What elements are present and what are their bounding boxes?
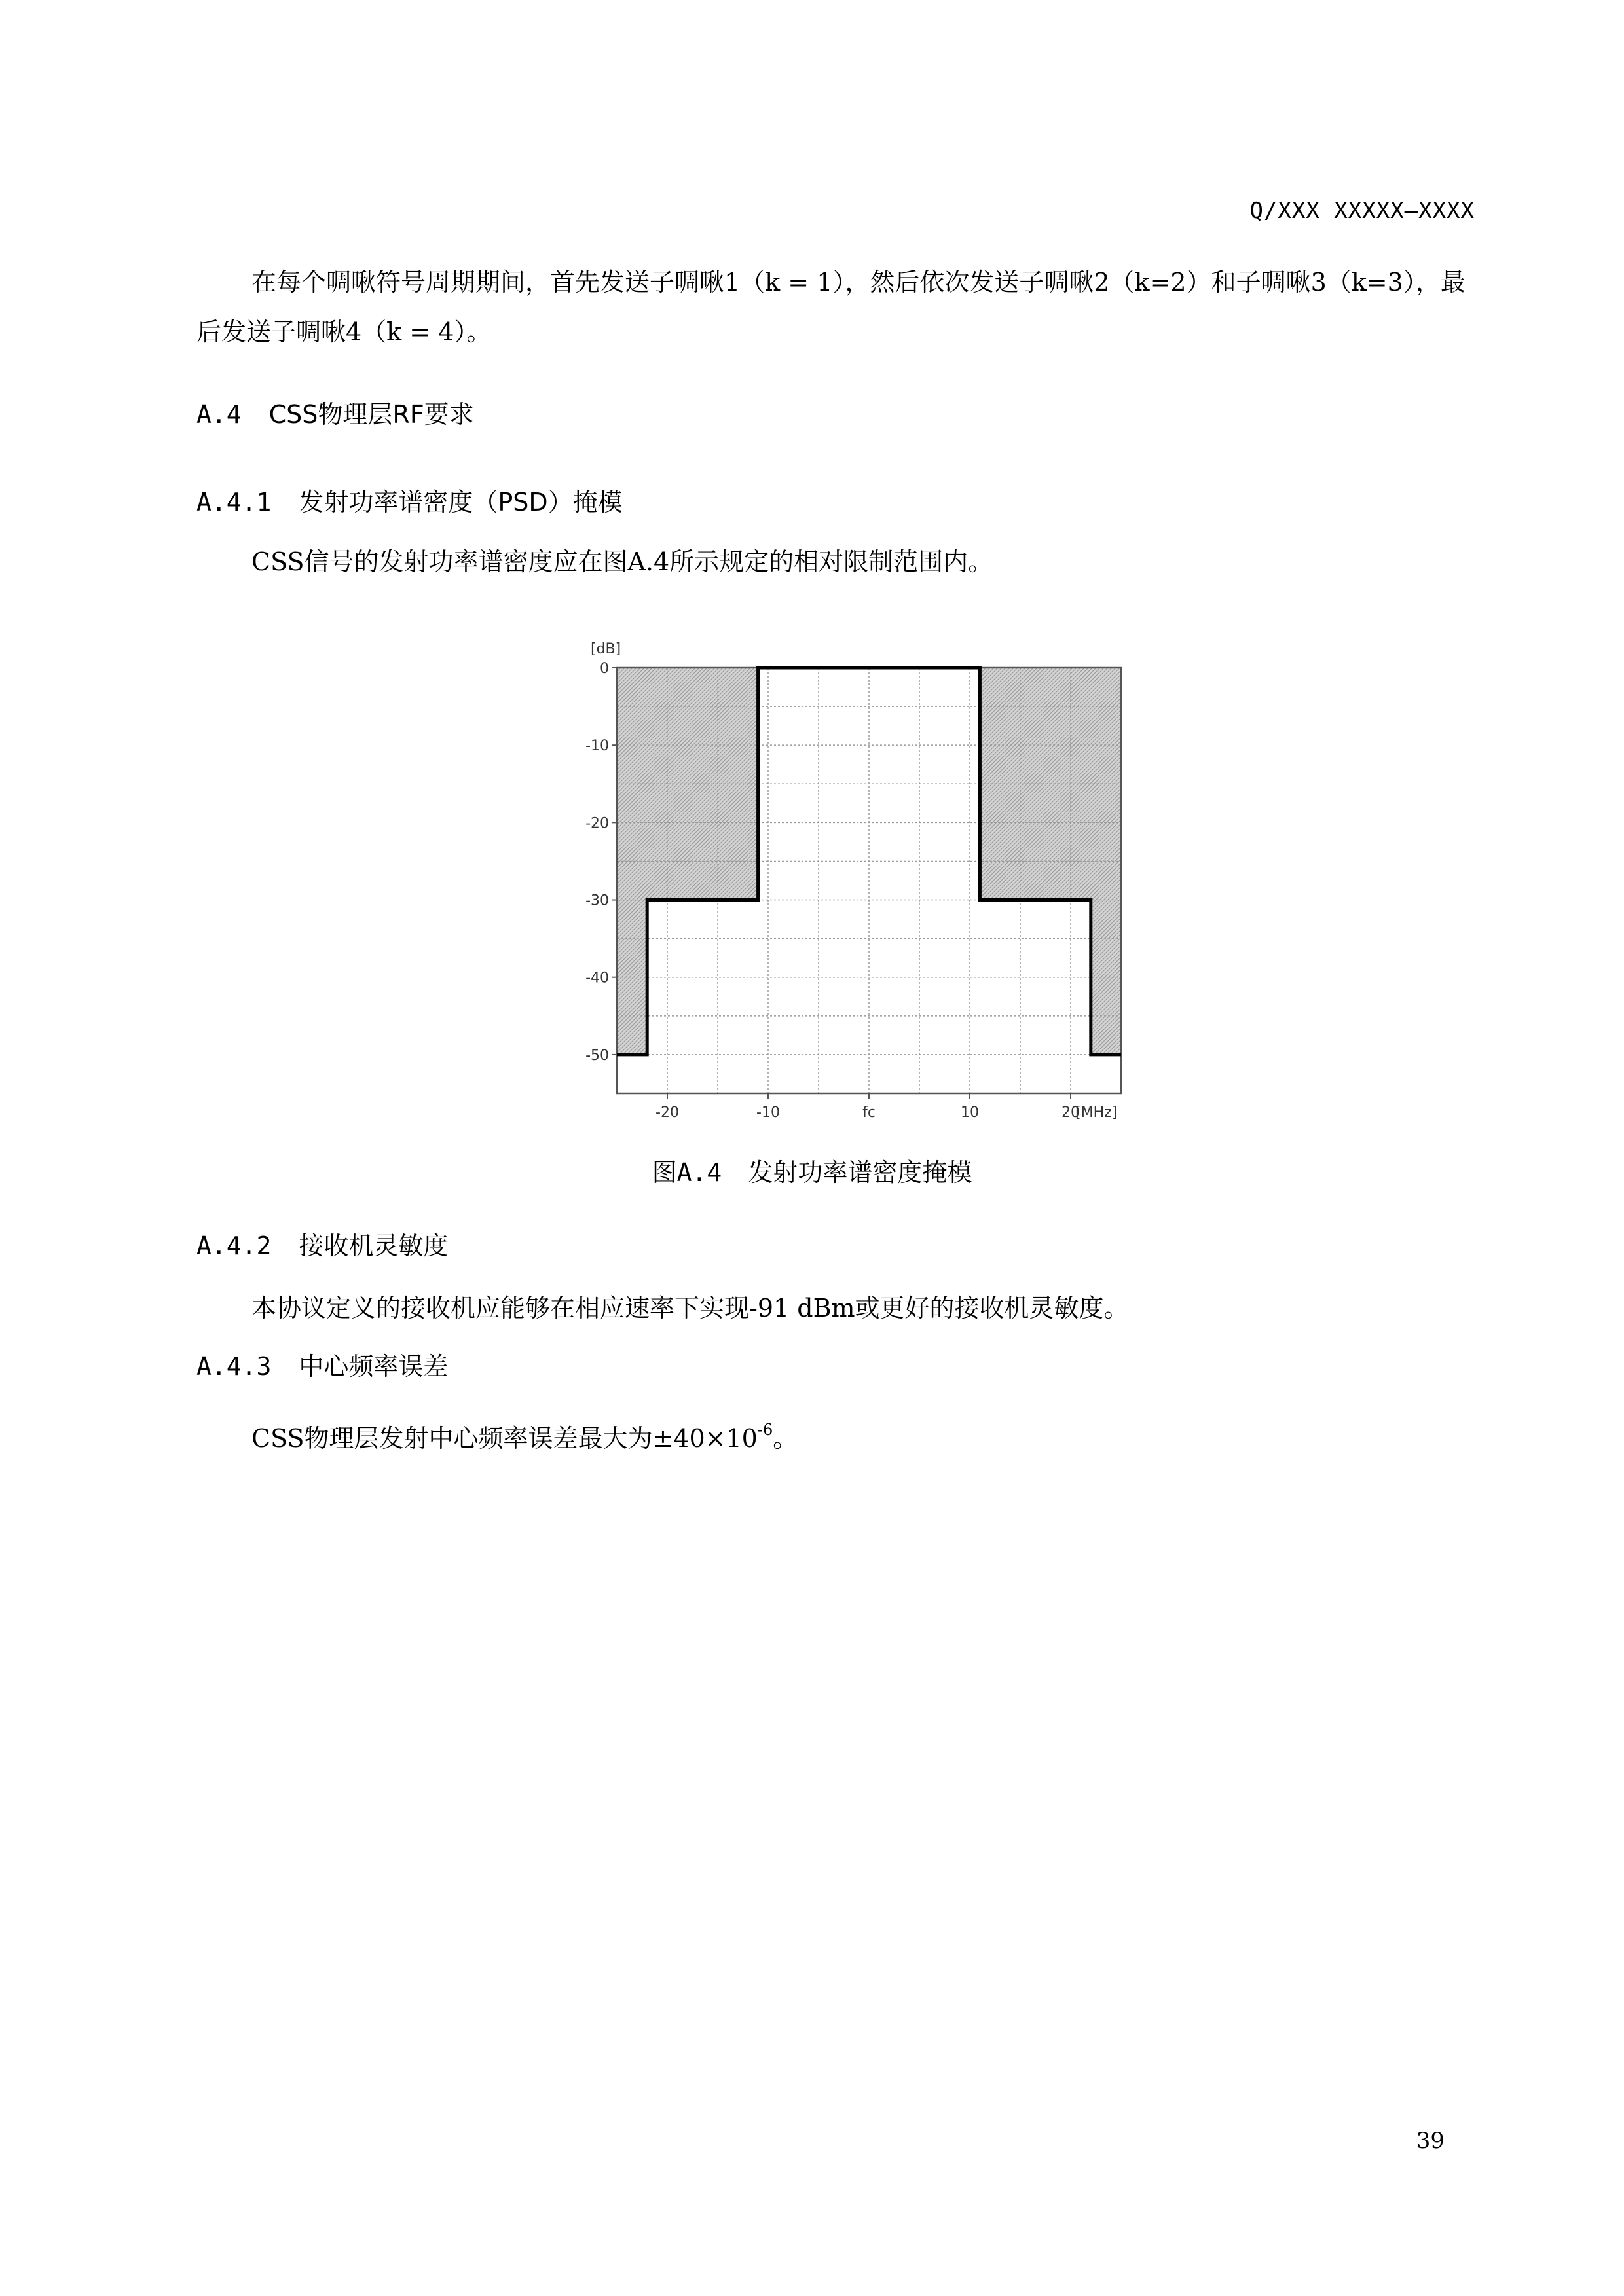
section-title: 中心频率误差 xyxy=(299,1352,449,1381)
intro-paragraph: 在每个啁啾符号周期期间，首先发送子啁啾1（k = 1），然后依次发送子啁啾2（k=2）和子啁啾3（k=3），最后发送子啁啾4（k = 4）。 xyxy=(196,268,1466,346)
section-heading-a42 xyxy=(196,1226,448,1262)
figure-number: 图A.4 xyxy=(652,1158,722,1187)
y-tick-label: 0 xyxy=(600,661,609,677)
document-number: Q/XXX XXXXX—XXXX xyxy=(1249,198,1475,224)
section-a43-body xyxy=(251,1405,798,1463)
y-tick-label: -20 xyxy=(585,815,609,832)
section-number: A.4.3 xyxy=(196,1352,272,1381)
page-number: 39 xyxy=(1416,2128,1445,2154)
figure-caption xyxy=(0,1152,1624,1188)
section-heading-a4 xyxy=(196,394,474,430)
exponent: -6 xyxy=(757,1421,773,1439)
section-title: CSS物理层RF要求 xyxy=(268,400,474,429)
x-axis-unit-label: [MHz] xyxy=(1075,1104,1118,1121)
figure-title: 发射功率谱密度掩模 xyxy=(748,1158,972,1187)
section-a41-body: CSS信号的发射功率谱密度应在图A.4所示规定的相对限制范围内。 xyxy=(251,547,993,576)
section-title: 发射功率谱密度（PSD）掩模 xyxy=(299,488,623,517)
psd-mask-chart xyxy=(570,629,1159,1126)
body-text: CSS物理层发射中心频率误差最大为±40×10 xyxy=(251,1424,758,1453)
x-tick-label: -20 xyxy=(655,1104,679,1121)
section-heading-a43 xyxy=(196,1346,448,1382)
section-number: A.4.2 xyxy=(196,1231,272,1260)
x-tick-label: -10 xyxy=(756,1104,780,1121)
x-tick-label: 20 xyxy=(1061,1104,1080,1121)
y-tick-label: -10 xyxy=(585,738,609,755)
section-a42-body: 本协议定义的接收机应能够在相应速率下实现-91 dBm或更好的接收机灵敏度。 xyxy=(251,1294,1129,1322)
body-suffix: 。 xyxy=(773,1424,798,1453)
y-axis-unit-label: [dB] xyxy=(591,641,621,657)
y-tick-label: -50 xyxy=(585,1047,609,1064)
y-tick-label: -40 xyxy=(585,970,609,987)
y-tick-label: -30 xyxy=(585,892,609,909)
x-tick-label: 10 xyxy=(961,1104,979,1121)
section-number: A.4.1 xyxy=(196,488,272,517)
x-tick-label: fc xyxy=(862,1104,876,1121)
section-title: 接收机灵敏度 xyxy=(299,1231,449,1260)
section-heading-a41 xyxy=(196,482,623,518)
section-number: A.4 xyxy=(196,400,242,429)
